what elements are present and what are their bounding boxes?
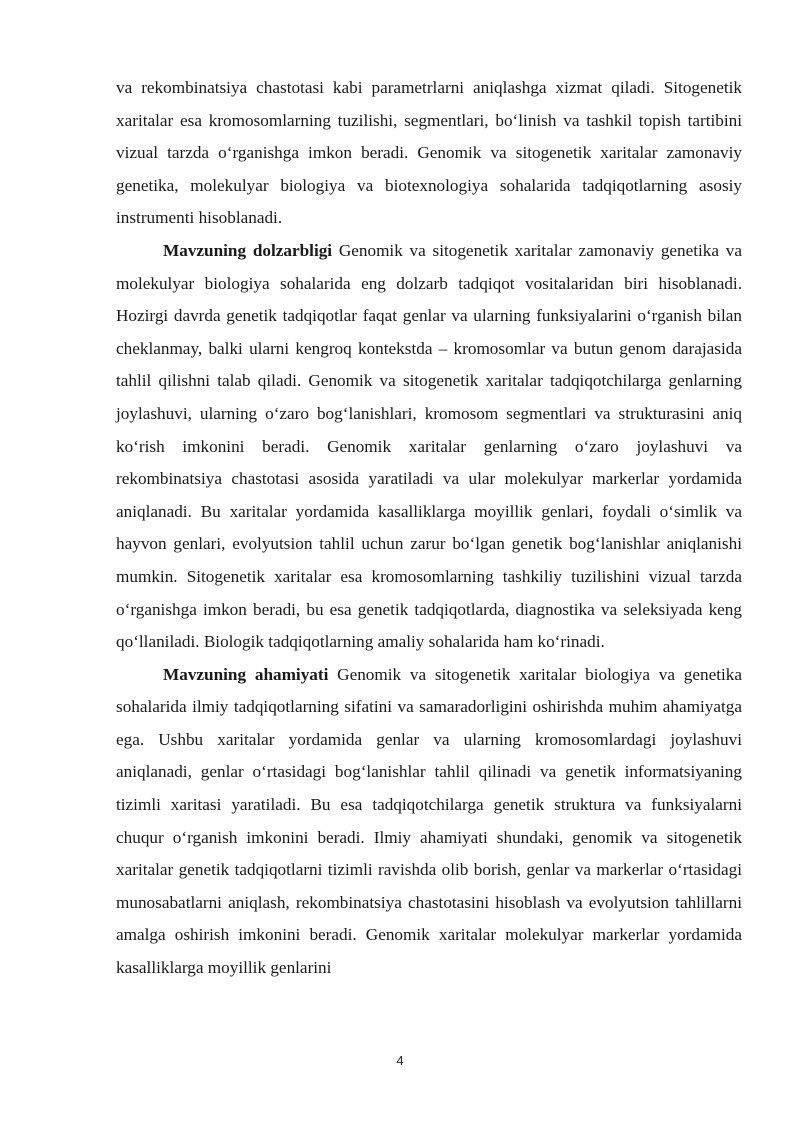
section-heading-importance: Mavzuning ahamiyati [163, 664, 329, 684]
paragraph-intro-continuation [116, 72, 742, 235]
paragraph-importance [116, 659, 742, 985]
paragraph-text: va rekombinatsiya chastotasi kabi parametrlarni aniqlashga xizmat qiladi. Sitogenetik xaritalar esa kromosomlarning tuzilishi, segmentlari, bo‘linish va tashkil topish tartibini vizual tarzda o‘rganishga imkon beradi. Genomik va sitogenetik xaritalar zamonaviy genetika, molekulyar biologiya va biotexnologiya sohalarida tadqiqotlarning asosiy instrumenti hisoblanadi. [116, 78, 742, 228]
page-number: 4 [396, 1053, 404, 1068]
page-body [116, 72, 742, 985]
paragraph-text: Genomik va sitogenetik xaritalar zamonaviy genetika va molekulyar biologiya sohalarida eng dolzarb tadqiqot vositalaridan biri hisoblanadi. Hozirgi davrda genetik tadqiqotlar faqat genlar va ularning funksiyalarini o‘rganish bilan cheklanmay, balki ularni kengroq kontekstda – kromosomlar va butun genom darajasida tahlil qilishni talab qiladi. Genomik va sitogenetik xaritalar tadqiqotchilarga genlarning joylashuvi, ularning o‘zaro bog‘lanishlari, kromosom segmentlari va strukturasini aniq ko‘rish imkonini beradi. Genomik xaritalar genlarning o‘zaro joylashuvi va rekombinatsiya chastotasi asosida yaratiladi va ular molekulyar markerlar yordamida aniqlanadi. Bu xaritalar yordamida kasalliklarga moyillik genlari, foydali o‘simlik va hayvon genlari, evolyutsion tahlil uchun zarur bo‘lgan genetik bog‘lanishlar aniqlanishi mumkin. Sitogenetik xaritalar esa kromosomlarning tashkiliy tuzilishini vizual tarzda o‘rganishga imkon beradi, bu esa genetik tadqiqotlarda, diagnostika va seleksiyada keng qo‘llaniladi. Biologik tadqiqotlarning amaliy sohalarida ham ko‘rinadi. [116, 240, 742, 652]
paragraph-relevance [116, 235, 742, 659]
paragraph-text: Genomik va sitogenetik xaritalar biologiya va genetika sohalarida ilmiy tadqiqotlarning sifatini va samaradorligini oshirishda muhim ahamiyatga ega. Ushbu xaritalar yordamida genlar va ularning kromosomlardagi joylashuvi aniqlanadi, genlar o‘rtasidagi bog‘lanishlar tahlil qilinadi va genetik informatsiyaning tizimli xaritasi yaratiladi. Bu esa tadqiqotchilarga genetik struktura va funksiyalarni chuqur o‘rganish imkonini beradi. Ilmiy ahamiyati shundaki, genomik va sitogenetik xaritalar genetik tadqiqotlarni tizimli ravishda olib borish, genlar va markerlar o‘rtasidagi munosabatlarni aniqlash, rekombinatsiya chastotasini hisoblash va evolyutsion tahlillarni amalga oshirish imkonini beradi. Genomik xaritalar molekulyar markerlar yordamida kasalliklarga moyillik genlarini [116, 664, 743, 978]
section-heading-relevance: Mavzuning dolzarbligi [163, 240, 333, 260]
